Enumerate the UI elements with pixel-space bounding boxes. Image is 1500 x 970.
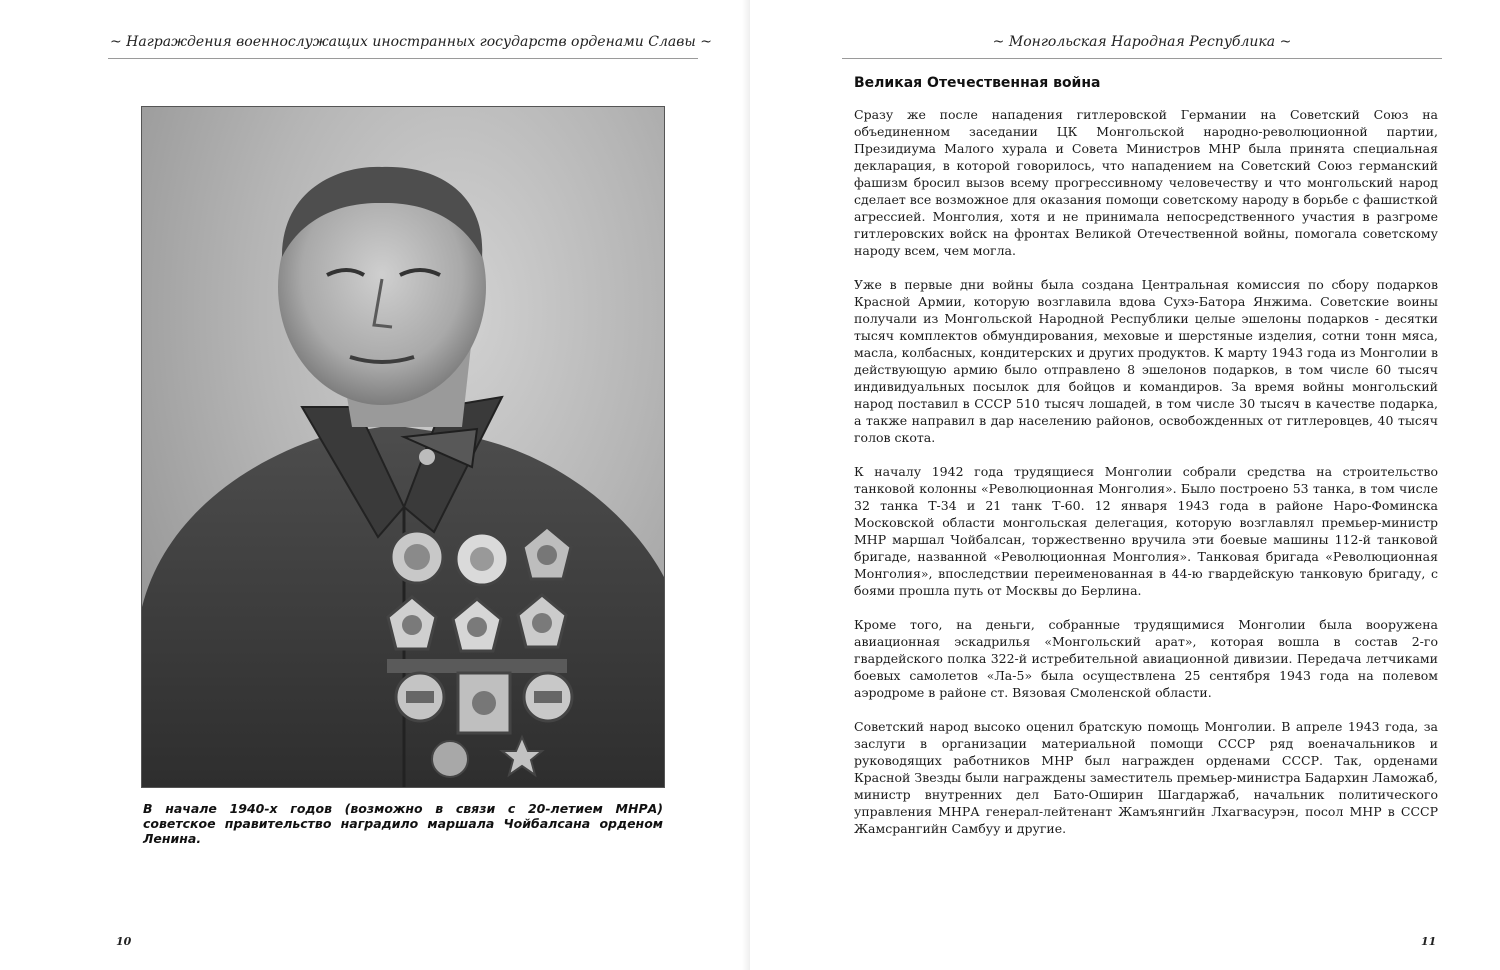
- portrait-photo: [141, 106, 665, 788]
- paragraph: Сразу же после нападения гитлеровской Германии на Советский Союз на объединенном заседании ЦК Монгольской народно-революционной партии, Президиума Малого хурала и Совета Министров МНР была принята специальная декларация, в которой говорилось, что нападением на Советский Союз германский фашизм бросил вызов всему прогрессивному человечеству и что монгольский народ сделает все возможное для оказания помощи советскому народу в борьбе с фашисткой агрессией. Монголия, хотя и не принимала непосредственного участия в разгроме гитлеровских войск на фронтах Великой Отечественной войны, помогала советскому народу всем, чем могла.: [854, 107, 1438, 258]
- portrait-illustration: [142, 107, 664, 787]
- left-page-number: 10: [116, 935, 132, 948]
- right-page: [750, 0, 1500, 970]
- paragraph: Кроме того, на деньги, собранные трудящимися Монголии была вооружена авиационная эскадрилья «Монгольский арат», которая вошла в состав 2-го гвардейского полка 322-й истребительной авиационной дивизии. Передача летчиками боевых самолетов «Ла-5» была осуществлена 25 сентября 1943 года на полевом аэродроме в районе ст. Вязовая Смоленской области.: [854, 617, 1438, 700]
- medal-bar: [387, 659, 567, 673]
- paragraph: Советский народ высоко оценил братскую помощь Монголии. В апреле 1943 года, за заслуги в организации материальной помощи СССР ряд военачальников и руководящих работников МНР был награжден орденами СССР. Так, орденами Красной Звезды были награждены заместитель премьер-министра Бадархин Ламожаб, министр внутренних дел Бато-Оширин Шагдаржаб, начальник политического управления МНРА генерал-лейтенант Жамъянгийн Лхагвасурэн, посол МНР в СССР Жамсрангийн Самбуу и другие.: [854, 719, 1438, 836]
- right-running-head: ~ Монгольская Народная Республика ~: [992, 34, 1292, 50]
- right-page-number: 11: [1421, 935, 1437, 948]
- order-medal: [456, 533, 508, 585]
- photo-caption: В начале 1940-х годов (возможно в связи с 20-летием МНРА) советское правительство наградило маршала Чойбалсана орденом Ленина.: [143, 801, 663, 846]
- paragraph: К началу 1942 года трудящиеся Монголии собрали средства на строительство танковой колонны «Революционная Монголия». Было построено 53 танка, в том числе 32 танка Т-34 и 21 танк Т-60. 12 января 1943 года в районе Наро-Фоминска Московской области монгольская делегация, которую возглавлял премьер-министр МНР маршал Чойбалсан, торжественно вручила эти боевые машины 112-й танковой бригаде, названной «Революционная Монголия». Танковая бригада «Революционная Монголия», впоследствии переименованная в 44-ю гвардейскую танковую бригаду, с боями прошла путь от Москвы до Берлина.: [854, 464, 1438, 598]
- order-medal: [391, 531, 443, 583]
- left-running-head: ~ Награждения военнослужащих иностранных государств орденами Славы ~: [110, 34, 712, 50]
- paragraph: Уже в первые дни войны была создана Центральная комиссия по сбору подарков Красной Армии, которую возглавила вдова Сухэ-Батора Янжима. Советские воины получали из Монгольской Народной Республики целые эшелоны подарков - десятки тысяч комплектов обмундирования, меховые и шерстяные изделия, сотни тонн мяса, масла, колбасных, кондитерских и других продуктов. К марту 1943 года из Монголии в действующую армию было отправлено 8 эшелонов подарков, в том числе 60 тысяч индивидуальных посылок для бойцов и командиров. За время войны монгольский народ поставил в СССР 510 тысяч лошадей, в том числе 30 тысяч в качестве подарка, а также направил в дар населению районов, освобожденных от гитлеровцев, 40 тысяч голов скота.: [854, 277, 1438, 445]
- article-body: [854, 106, 1438, 854]
- left-header-rule: [108, 58, 698, 59]
- collar-insignia: [419, 449, 435, 465]
- order-medal: [524, 673, 572, 721]
- section-title: Великая Отечественная война: [854, 75, 1101, 91]
- right-header-rule: [842, 58, 1442, 59]
- order-medal: [396, 673, 444, 721]
- order-medal: [458, 673, 510, 733]
- star-medal: [432, 741, 468, 777]
